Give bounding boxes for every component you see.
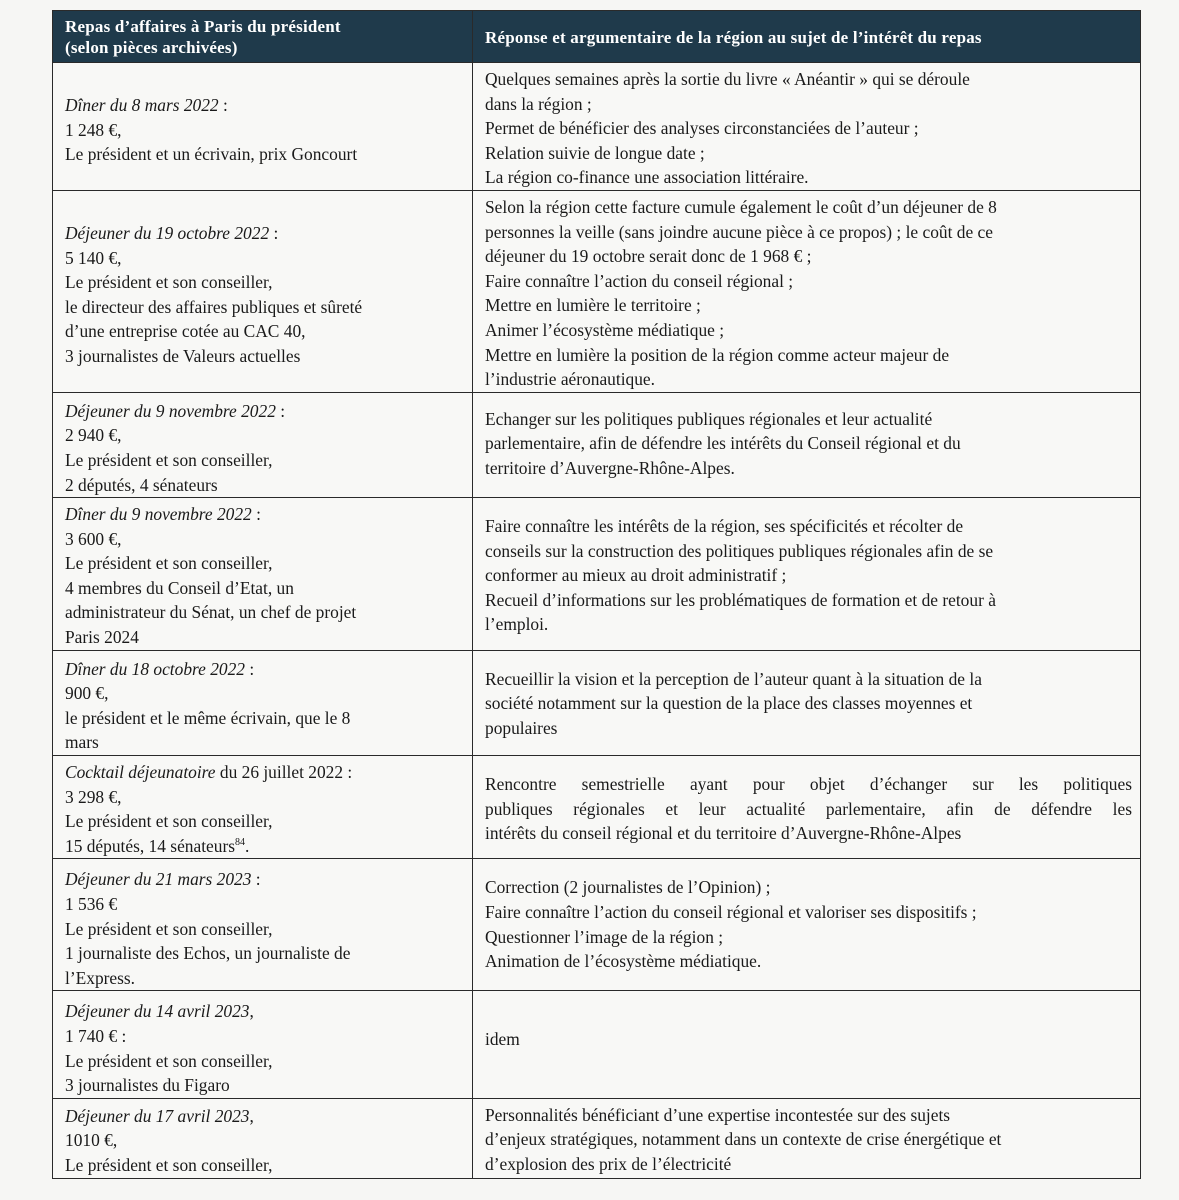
meal-title-suffix: : (218, 95, 228, 115)
response-line: d’explosion des prix de l’électricité (485, 1153, 732, 1174)
meal-detail-text: Le président et son conseiller, (65, 918, 273, 939)
meal-detail (65, 142, 464, 167)
response-line: Quelques semaines après la sortie du livre « Anéantir » qui se déroule (485, 69, 970, 89)
meal-detail-text: 3 journalistes du Figaro (65, 1075, 230, 1096)
meal-title (65, 221, 464, 246)
meal-detail-text: Le président et son conseiller, (65, 1050, 273, 1071)
response-line: Questionner l’image de la région ; (485, 926, 724, 947)
response-cell (473, 392, 1141, 497)
response-cell (473, 63, 1141, 191)
meal-cell (53, 991, 473, 1098)
meal-detail-text: 1 536 € (65, 894, 118, 914)
meal-date: Déjeuner du 9 novembre 2022 (65, 400, 276, 421)
meal-detail (65, 706, 464, 731)
meal-detail-text: Le président et son conseiller, (65, 811, 273, 832)
meal-detail-text: 1 740 € : (65, 1025, 127, 1046)
meal-detail (65, 473, 464, 498)
meal-detail (65, 730, 464, 755)
response-line: Personnalités bénéficiant d’une expertise incontestée sur des sujets (485, 1104, 951, 1125)
response-line: publiques régionales et leur actualité parlementaire, afin de défendre les (485, 798, 1132, 819)
response-line: Animer l’écosystème médiatique ; (485, 319, 725, 340)
response-line: Relation suivie de longue date ; (485, 142, 705, 163)
table-row (53, 63, 1141, 191)
table-row (53, 190, 1141, 392)
meal-detail-text: Le président et son conseiller, (65, 553, 273, 574)
meal-title-suffix: : (245, 658, 255, 679)
meal-detail (65, 1024, 464, 1049)
response-line: d’enjeux stratégiques, notamment dans un contexte de crise énergétique et (485, 1129, 1002, 1150)
header-response (473, 11, 1141, 63)
meal-title (65, 93, 464, 118)
meal-title (65, 1104, 464, 1129)
meal-detail-text: 1010 €, (65, 1130, 118, 1151)
response-line: Echanger sur les politiques publiques régionales et leur actualité (485, 408, 933, 429)
meal-detail (65, 576, 464, 601)
meal-detail (65, 809, 464, 834)
header-meals (53, 11, 473, 63)
meal-detail (65, 625, 464, 650)
meal-title-suffix: : (251, 869, 261, 890)
response-cell (473, 650, 1141, 755)
meal-title (65, 399, 464, 424)
meal-title (65, 867, 464, 892)
response-line: société notamment sur la question de la place des classes moyennes et (485, 693, 973, 714)
response-line: Permet de bénéficier des analyses circonstanciées de l’auteur ; (485, 118, 919, 139)
meal-detail (65, 295, 464, 320)
meal-date: Déjeuner du 14 avril 2023 (65, 1001, 250, 1022)
footnote-reference: 84 (235, 837, 246, 849)
meal-detail-text: 15 députés, 14 sénateurs (65, 835, 236, 856)
meal-date: Déjeuner du 19 octobre 2022 (65, 222, 270, 243)
meal-date: Déjeuner du 21 mars 2023 (65, 869, 252, 890)
meal-cell (53, 756, 473, 859)
response-line: Mettre en lumière le territoire ; (485, 295, 701, 316)
meal-detail (65, 270, 464, 295)
meal-detail-text: le président et le même écrivain, que le 8 (65, 707, 351, 728)
response-line: idem (485, 1029, 520, 1050)
meal-detail-text: 4 membres du Conseil d’Etat, un (65, 577, 294, 598)
response-line: parlementaire, afin de défendre les intérêts du Conseil régional et du (485, 433, 961, 454)
meal-detail: 15 députés, 14 sénateurs$^{84}$. (65, 835, 250, 856)
meal-title (65, 760, 464, 785)
table-row (53, 392, 1141, 497)
meal-detail (65, 551, 464, 576)
meal-detail-text: 3 journalistes de Valeurs actuelles (65, 345, 301, 366)
meal-title-suffix: : (275, 400, 286, 421)
response-cell (473, 190, 1141, 392)
meal-detail (65, 1073, 464, 1098)
response-line: Faire connaître l’action du conseil régional et valoriser ses dispositifs ; (485, 902, 977, 922)
meal-title-suffix: : (269, 222, 279, 243)
meal-cell (53, 190, 473, 392)
meal-title-suffix: du 26 juillet 2022 : (215, 762, 353, 783)
meal-detail-text: Le président et un écrivain, prix Goncourt (65, 144, 358, 165)
meal-detail (65, 118, 464, 143)
response-cell (473, 498, 1141, 651)
table-row (53, 991, 1141, 1098)
header-response-text: Réponse et argumentaire de la région au sujet de l’intérêt du repas (485, 28, 982, 47)
response-line: populaires (485, 717, 558, 738)
response-line: personnes la veille (sans joindre aucune pièce à ce propos) ; le coût de ce (485, 221, 993, 242)
meal-detail-text: 5 140 €, (65, 247, 122, 268)
meal-detail-text: 3 298 €, (65, 786, 122, 807)
meal-cell (53, 1098, 473, 1178)
table-row (53, 1098, 1141, 1178)
meal-detail (65, 319, 464, 344)
meal-detail-text: Le président et son conseiller, (65, 449, 273, 470)
meal-date: Dîner du 18 octobre 2022 (65, 658, 246, 679)
meal-detail (65, 785, 464, 810)
response-line: La région co-finance une association littéraire. (485, 167, 809, 188)
meal-detail (65, 941, 464, 966)
meal-detail (65, 681, 464, 706)
response-line: déjeuner du 19 octobre serait donc de 1 968 € ; (485, 246, 812, 267)
response-line: l’emploi. (485, 614, 549, 635)
meal-cell (53, 392, 473, 497)
meal-detail (65, 892, 464, 917)
table-row (53, 756, 1141, 859)
meal-cell (53, 859, 473, 991)
response-line: Correction (2 journalistes de l’Opinion) ; (485, 877, 771, 898)
header-meals-line1: Repas d’affaires à Paris du président (65, 17, 341, 36)
meal-title-suffix: : (251, 504, 261, 525)
response-cell (473, 756, 1141, 859)
meal-detail-text: 3 600 €, (65, 528, 122, 549)
meal-detail (65, 917, 464, 942)
meal-title (65, 999, 464, 1024)
expenses-table (52, 10, 1141, 1179)
meal-title-suffix: , (249, 1001, 254, 1022)
response-line: territoire d’Auvergne-Rhône-Alpes. (485, 457, 735, 478)
table-header-row (53, 11, 1141, 63)
response-line: intérêts du conseil régional et du territoire d’Auvergne-Rhône-Alpes (485, 823, 962, 844)
response-line: Recueillir la vision et la perception de l’auteur quant à la situation de la (485, 668, 982, 689)
meal-detail-text: Paris 2024 (65, 627, 139, 648)
meal-detail-text: administrateur du Sénat, un chef de projet (65, 602, 357, 623)
meal-cell (53, 650, 473, 755)
meal-detail (65, 1049, 464, 1074)
meal-detail (65, 448, 464, 473)
response-line: Rencontre semestrielle ayant pour objet d’échanger sur les politiques (485, 774, 1132, 795)
response-line: conseils sur la construction des politiques publiques régionales afin de se (485, 540, 994, 561)
meal-detail-text: d’une entreprise cotée au CAC 40, (65, 321, 306, 342)
response-line: conformer au mieux au droit administratif ; (485, 565, 787, 586)
response-line: l’industrie aéronautique. (485, 369, 655, 390)
header-meals-line2: (selon pièces archivées) (65, 38, 238, 57)
meal-detail-text: 900 €, (65, 683, 109, 704)
meal-detail (65, 344, 464, 369)
meal-detail-text: l’Express. (65, 967, 136, 988)
meal-title (65, 502, 464, 527)
meal-detail-text: Le président et son conseiller, (65, 272, 273, 293)
table-row (53, 498, 1141, 651)
table-row (53, 650, 1141, 755)
response-cell (473, 991, 1141, 1098)
meal-cell (53, 498, 473, 651)
meal-detail (65, 1153, 464, 1178)
meal-title (65, 657, 464, 682)
meal-detail (65, 966, 464, 991)
meal-title-suffix: , (249, 1105, 254, 1126)
meal-detail-text: 2 députés, 4 sénateurs (65, 474, 218, 495)
meal-date: Cocktail déjeunatoire (65, 762, 216, 783)
response-cell (473, 859, 1141, 991)
meal-date: Dîner du 9 novembre 2022 (65, 504, 252, 525)
meal-detail-text: le directeur des affaires publiques et sûreté (65, 296, 363, 317)
response-line: Faire connaître les intérêts de la région, ses spécificités et récolter de (485, 516, 964, 537)
meal-detail (65, 246, 464, 271)
meal-date: Déjeuner du 17 avril 2023 (65, 1105, 250, 1126)
meal-detail (65, 423, 464, 448)
meal-detail (65, 527, 464, 552)
meal-cell (53, 63, 473, 191)
response-cell (473, 1098, 1141, 1178)
meal-detail (65, 1128, 464, 1153)
response-line: dans la région ; (485, 93, 592, 114)
meal-detail-text: 2 940 €, (65, 425, 122, 446)
response-line: Recueil d’informations sur les problématiques de formation et de retour à (485, 589, 996, 610)
table-row (53, 859, 1141, 991)
response-line: Animation de l’écosystème médiatique. (485, 951, 762, 972)
meal-detail (65, 600, 464, 625)
meal-detail-text: Le président et son conseiller, (65, 1154, 273, 1175)
meal-date: Dîner du 8 mars 2022 (65, 95, 219, 115)
meal-detail-text: mars (65, 732, 99, 753)
meal-detail-text: 1 journaliste des Echos, un journaliste de (65, 943, 351, 964)
response-line: Faire connaître l’action du conseil régional ; (485, 270, 794, 291)
response-line: Selon la région cette facture cumule également le coût d’un déjeuner de 8 (485, 196, 997, 217)
meal-detail-text: 1 248 €, (65, 119, 122, 140)
response-line: Mettre en lumière la position de la région comme acteur majeur de (485, 344, 950, 365)
